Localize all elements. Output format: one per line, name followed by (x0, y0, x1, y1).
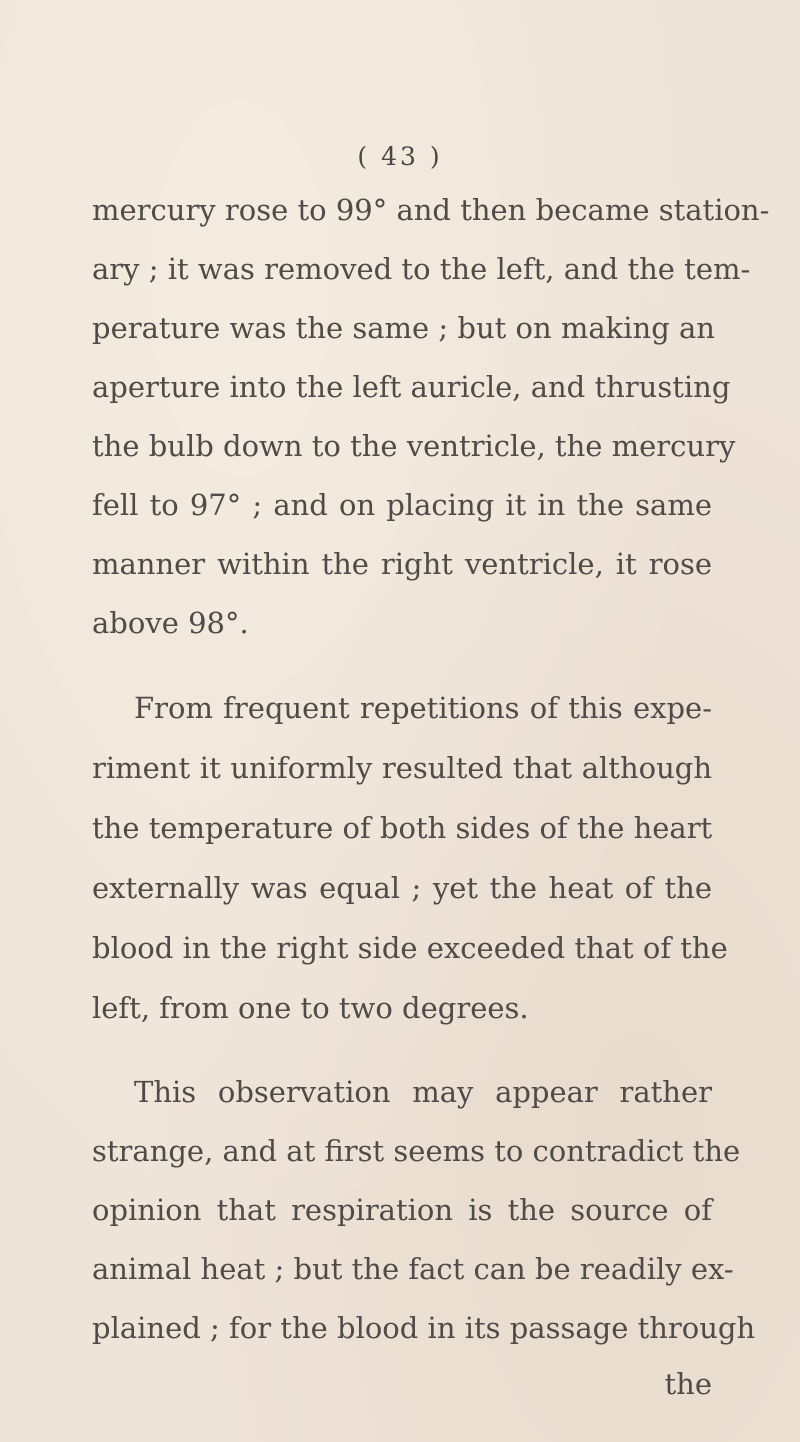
text-line: perature was the same ; but on making an (92, 311, 715, 345)
text-line: strange, and at first seems to contradict the (92, 1134, 741, 1168)
text-line: animal heat ; but the fact can be readily ex- (92, 1252, 734, 1286)
text-line: above 98°. (92, 606, 249, 640)
text-line: left, from one to two degrees. (92, 991, 529, 1025)
text-line: aperture into the left auricle, and thrusting (92, 370, 731, 404)
text-line: plained ; for the blood in its passage through (92, 1311, 756, 1345)
paragraph-first-line: This observation may appear rather (134, 1075, 712, 1109)
catchword: the (664, 1367, 712, 1401)
text-line: externally was equal ; yet the heat of the (92, 871, 712, 905)
paragraph-first-line: From frequent repetitions of this expe- (134, 691, 712, 725)
text-line: the bulb down to the ventricle, the mercury (92, 429, 736, 463)
text-line: blood in the right side exceeded that of the (92, 931, 728, 965)
text-line: riment it uniformly resulted that although (92, 751, 712, 785)
text-line: manner within the right ventricle, it rose (92, 547, 712, 581)
text-line: the temperature of both sides of the heart (92, 811, 713, 845)
text-line: ary ; it was removed to the left, and the tem- (92, 252, 751, 286)
text-line: fell to 97° ; and on placing it in the same (92, 488, 712, 522)
text-line: opinion that respiration is the source of (92, 1193, 712, 1227)
page-number: ( 43 ) (357, 142, 443, 171)
text-line: mercury rose to 99° and then became station- (92, 193, 770, 227)
